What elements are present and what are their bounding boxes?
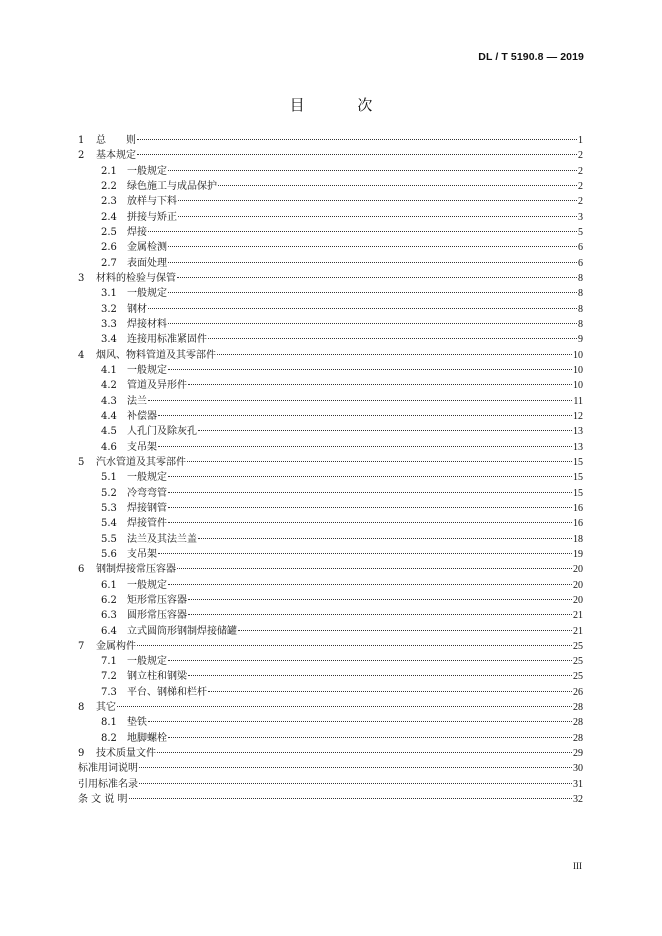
toc-leader-dots	[168, 292, 577, 293]
toc-entry-number: 2.4	[101, 211, 117, 223]
toc-entry-page: 26	[573, 686, 583, 698]
toc-entry-label: 拼接与矫正	[127, 211, 177, 223]
toc-entry-number: 7.1	[101, 656, 117, 668]
toc-entry-page: 25	[573, 640, 583, 652]
toc-leader-dots	[168, 476, 572, 477]
toc-entry[interactable]	[78, 409, 583, 424]
toc-title: 目 次	[289, 96, 397, 114]
toc-entry-page: 8	[578, 303, 583, 315]
toc-entry-page: 18	[573, 533, 583, 545]
toc-entry-number: 1	[78, 135, 85, 146]
toc-entry-number: 3.4	[101, 334, 117, 346]
toc-entry-label: 支吊架	[127, 441, 157, 453]
toc-entry-label: 冷弯弯管	[127, 487, 167, 499]
toc-entry-label: 焊接	[127, 226, 147, 238]
toc-entry-number: 2.6	[101, 242, 117, 254]
toc-leader-dots	[137, 154, 577, 155]
toc-leader-dots	[168, 660, 572, 661]
toc-entry-label: 一般规定	[127, 288, 167, 300]
page-number: III	[573, 861, 582, 871]
toc-entry-label: 金属构件	[96, 640, 136, 652]
toc-leader-dots	[208, 691, 572, 692]
toc-entry[interactable]	[78, 286, 583, 301]
toc-leader-dots	[168, 737, 572, 738]
toc-entry[interactable]	[78, 700, 583, 715]
toc-leader-dots	[148, 721, 572, 722]
toc-entry[interactable]	[78, 608, 583, 623]
toc-entry[interactable]	[78, 792, 583, 807]
toc-leader-dots	[188, 675, 572, 676]
toc-entry-number: 2.5	[101, 226, 117, 238]
toc-entry[interactable]	[78, 746, 583, 761]
toc-entry-label: 人孔门及除灰孔	[127, 426, 197, 438]
toc-entry-number: 6.1	[101, 579, 117, 591]
toc-entry-label: 矩形常压容器	[127, 594, 187, 606]
toc-entry[interactable]	[78, 378, 583, 393]
toc-entry[interactable]	[78, 761, 583, 776]
toc-leader-dots	[218, 185, 577, 186]
toc-entry[interactable]	[78, 639, 583, 654]
toc-entry-number: 5.5	[101, 533, 117, 545]
toc-leader-dots	[129, 798, 572, 799]
toc-entry-label: 地脚螺栓	[127, 732, 167, 744]
toc-entry[interactable]	[78, 777, 583, 792]
toc-entry-number: 4.6	[101, 441, 117, 453]
toc-entry[interactable]	[78, 225, 583, 240]
toc-entry-page: 8	[578, 272, 583, 284]
toc-entry-page: 29	[573, 748, 583, 760]
toc-entry-page: 15	[573, 456, 583, 468]
toc-leader-dots	[168, 522, 572, 523]
toc-entry-page: 30	[573, 763, 583, 775]
toc-entry-page: 5	[578, 226, 583, 238]
toc-entry-label: 焊接钢管	[127, 502, 167, 514]
toc-entry[interactable]	[78, 394, 583, 409]
toc-leader-dots	[168, 262, 577, 263]
toc-leader-dots	[178, 200, 577, 201]
toc-entry-number: 4.5	[101, 426, 117, 438]
toc-entry[interactable]	[78, 470, 583, 485]
toc-entry-page: 20	[573, 564, 583, 576]
toc-entry-label: 连接用标准紧固件	[127, 334, 207, 346]
toc-entry-number: 7.2	[101, 671, 117, 683]
toc-entry-page: 2	[578, 165, 583, 177]
toc-entry-label: 金属检测	[127, 242, 167, 254]
toc-entry-page: 6	[578, 242, 583, 254]
toc-entry-label: 一般规定	[127, 579, 167, 591]
toc-entry-number: 6.3	[101, 610, 117, 622]
toc-entry-number: 2.2	[101, 180, 117, 192]
toc-entry-number: 3	[78, 272, 85, 284]
toc-entry-page: 10	[573, 364, 583, 376]
toc-entry-number: 6	[78, 564, 85, 576]
toc-entry-label: 汽水管道及其零部件	[96, 456, 186, 468]
toc-entry-label: 平台、钢梯和栏杆	[127, 686, 207, 698]
toc-entry[interactable]	[78, 578, 583, 593]
toc-entry-label: 放样与下料	[127, 196, 177, 208]
toc-entry-label: 一般规定	[127, 364, 167, 376]
toc-entry-label: 焊接管件	[127, 518, 167, 530]
toc-entry[interactable]	[78, 593, 583, 608]
toc-entry-label: 钢制焊接常压容器	[96, 564, 176, 576]
toc-entry-label: 圆形常压容器	[127, 610, 187, 622]
toc-entry[interactable]	[78, 715, 583, 730]
toc-entry-label: 立式圆筒形钢制焊接储罐	[127, 625, 237, 637]
toc-leader-dots	[177, 568, 572, 569]
toc-entry-label: 垫铁	[127, 717, 147, 729]
toc-entry-label: 钢材	[127, 303, 147, 315]
toc-entry-label: 材料的检验与保管	[96, 272, 176, 284]
toc-entry-label: 引用标准名录	[78, 778, 138, 790]
toc-entry-number: 9	[78, 748, 85, 760]
toc-entry-page: 15	[573, 487, 583, 499]
toc-leader-dots	[158, 415, 572, 416]
toc-entry[interactable]	[78, 210, 583, 225]
toc-entry-number: 3.2	[101, 303, 117, 315]
toc-entry[interactable]	[78, 516, 583, 531]
toc-entry[interactable]	[78, 654, 583, 669]
toc-entry-page: 2	[578, 196, 583, 208]
toc-entry-label: 烟风、物料管道及其零部件	[96, 349, 216, 361]
toc-entry-number: 5.1	[101, 472, 117, 484]
toc-entry-label: 其它	[96, 702, 116, 714]
toc-entry-label: 钢立柱和钢梁	[127, 671, 187, 683]
toc-entry[interactable]	[78, 486, 583, 501]
toc-leader-dots	[158, 446, 572, 447]
toc-entry-number: 4	[78, 349, 85, 361]
toc-leader-dots	[178, 216, 577, 217]
toc-leader-dots	[188, 599, 572, 600]
toc-leader-dots	[148, 231, 577, 232]
toc-leader-dots	[168, 323, 577, 324]
toc-leader-dots	[208, 338, 577, 339]
toc-entry[interactable]	[78, 363, 583, 378]
toc-entry-page: 13	[573, 426, 583, 438]
toc-leader-dots	[117, 706, 572, 707]
toc-entry[interactable]	[78, 179, 583, 194]
toc-entry-number: 8.1	[101, 717, 117, 729]
toc-leader-dots	[168, 584, 572, 585]
toc-entry-page: 3	[578, 211, 583, 223]
toc-entry-page: 2	[578, 150, 583, 162]
toc-entry[interactable]	[78, 547, 583, 562]
toc-entry-number: 5.3	[101, 502, 117, 514]
toc-entry-label: 标准用词说明	[78, 763, 138, 775]
toc-entry[interactable]	[78, 501, 583, 516]
toc-entry-number: 5	[78, 456, 85, 468]
toc-entry-label: 补偿器	[127, 410, 157, 422]
toc-entry-number: 2.3	[101, 196, 117, 208]
toc-entry-page: 12	[573, 410, 583, 422]
toc-entry-label: 支吊架	[127, 548, 157, 560]
toc-entry-number: 5.6	[101, 548, 117, 560]
toc-leader-dots	[168, 492, 572, 493]
toc-entry-label: 一般规定	[127, 656, 167, 668]
toc-entry-number: 7	[78, 640, 85, 652]
standard-code: DL / T 5190.8 — 2019	[478, 51, 584, 63]
toc-entry-number: 5.4	[101, 518, 117, 530]
toc-entry-label: 一般规定	[127, 165, 167, 177]
toc-entry-number: 3.1	[101, 288, 117, 300]
toc-entry[interactable]	[78, 317, 583, 332]
toc-entry-label: 法兰及其法兰盖	[127, 533, 197, 545]
toc-leader-dots	[168, 170, 577, 171]
toc-entry-page: 8	[578, 288, 583, 300]
toc-leader-dots	[139, 767, 572, 768]
toc-entry-page: 2	[578, 180, 583, 192]
toc-entry-page: 11	[573, 395, 583, 407]
toc-leader-dots	[137, 139, 577, 140]
toc-entry-number: 4.4	[101, 410, 117, 422]
toc-leader-dots	[168, 507, 572, 508]
toc-leader-dots	[148, 400, 572, 401]
toc-entry-label: 管道及异形件	[127, 380, 187, 392]
toc-entry-number: 6.4	[101, 625, 117, 637]
toc-entry-number: 8	[78, 702, 85, 714]
toc-entry-page: 1	[578, 135, 583, 146]
toc-entry-number: 7.3	[101, 686, 117, 698]
toc-entry[interactable]	[78, 194, 583, 209]
toc-entry-page: 15	[573, 472, 583, 484]
toc-entry-number: 2.1	[101, 165, 117, 177]
toc-entry-page: 16	[573, 502, 583, 514]
toc-entry-page: 8	[578, 318, 583, 330]
toc-entry-label: 技术质量文件	[96, 748, 156, 760]
toc-entry-page: 13	[573, 441, 583, 453]
toc-entry-page: 20	[573, 594, 583, 606]
toc-entry-label: 条 文 说 明	[78, 794, 128, 806]
toc-entry-page: 6	[578, 257, 583, 269]
toc-entry[interactable]	[78, 455, 583, 470]
toc-entry-page: 28	[573, 717, 583, 729]
toc-entry-label: 一般规定	[127, 472, 167, 484]
toc-leader-dots	[137, 645, 572, 646]
toc-entry[interactable]	[78, 256, 583, 271]
toc-entry-label: 表面处理	[127, 257, 167, 269]
toc-entry-number: 8.2	[101, 732, 117, 744]
toc-entry-page: 10	[573, 380, 583, 392]
toc-entry-number: 6.2	[101, 594, 117, 606]
toc-entry[interactable]	[78, 148, 583, 163]
toc-leader-dots	[157, 752, 572, 753]
toc-leader-dots	[168, 369, 572, 370]
toc-entry-label: 基本规定	[96, 150, 136, 162]
toc-entry[interactable]	[78, 624, 583, 639]
toc-entry[interactable]	[78, 302, 583, 317]
toc-entry[interactable]	[78, 562, 583, 577]
toc-entry-page: 32	[573, 794, 583, 806]
toc-entry-page: 31	[573, 778, 583, 790]
toc-entry-number: 3.3	[101, 318, 117, 330]
toc-leader-dots	[198, 430, 572, 431]
toc-entry-number: 4.2	[101, 380, 117, 392]
toc-entry[interactable]	[78, 669, 583, 684]
toc-entry[interactable]	[78, 440, 583, 455]
toc-entry-number: 4.1	[101, 364, 117, 376]
toc-entry-page: 10	[573, 349, 583, 361]
toc-leader-dots	[177, 277, 577, 278]
toc-entry[interactable]	[78, 424, 583, 439]
toc-entry-number: 4.3	[101, 395, 117, 407]
toc-entry[interactable]	[78, 731, 583, 746]
toc-leader-dots	[238, 630, 572, 631]
toc-leader-dots	[168, 246, 577, 247]
toc-entry-page: 16	[573, 518, 583, 530]
toc-leader-dots	[217, 354, 572, 355]
toc-leader-dots	[187, 461, 572, 462]
toc-entry-label: 绿色施工与成品保护	[127, 180, 217, 192]
toc-entry-page: 21	[573, 610, 583, 622]
toc-entry-number: 2	[78, 150, 85, 162]
toc-entry-page: 28	[573, 732, 583, 744]
toc-entry-page: 25	[573, 656, 583, 668]
toc-entry[interactable]	[78, 532, 583, 547]
toc-leader-dots	[198, 538, 572, 539]
toc-leader-dots	[188, 384, 572, 385]
toc-entry-number: 2.7	[101, 257, 117, 269]
toc-entry-page: 21	[573, 625, 583, 637]
toc-entry-page: 19	[573, 548, 583, 560]
toc-entry-label: 法兰	[127, 395, 147, 407]
toc-entry[interactable]	[78, 332, 583, 347]
toc-leader-dots	[158, 553, 572, 554]
toc-entry-page: 20	[573, 579, 583, 591]
toc-leader-dots	[148, 308, 577, 309]
toc-entry-page: 28	[573, 702, 583, 714]
toc-entry[interactable]	[78, 685, 583, 700]
toc-entry[interactable]	[78, 348, 583, 363]
toc-entry-label: 焊接材料	[127, 318, 167, 330]
toc-entry[interactable]	[78, 240, 583, 255]
toc-entry-page: 9	[578, 334, 583, 346]
toc-leader-dots	[139, 783, 572, 784]
toc-leader-dots	[188, 614, 572, 615]
table-of-contents	[78, 133, 583, 807]
toc-entry-label: 总 则	[96, 135, 136, 146]
toc-entry[interactable]	[78, 271, 583, 286]
toc-entry-number: 5.2	[101, 487, 117, 499]
toc-entry-page: 25	[573, 671, 583, 683]
toc-entry[interactable]	[78, 133, 583, 148]
toc-entry[interactable]	[78, 164, 583, 179]
